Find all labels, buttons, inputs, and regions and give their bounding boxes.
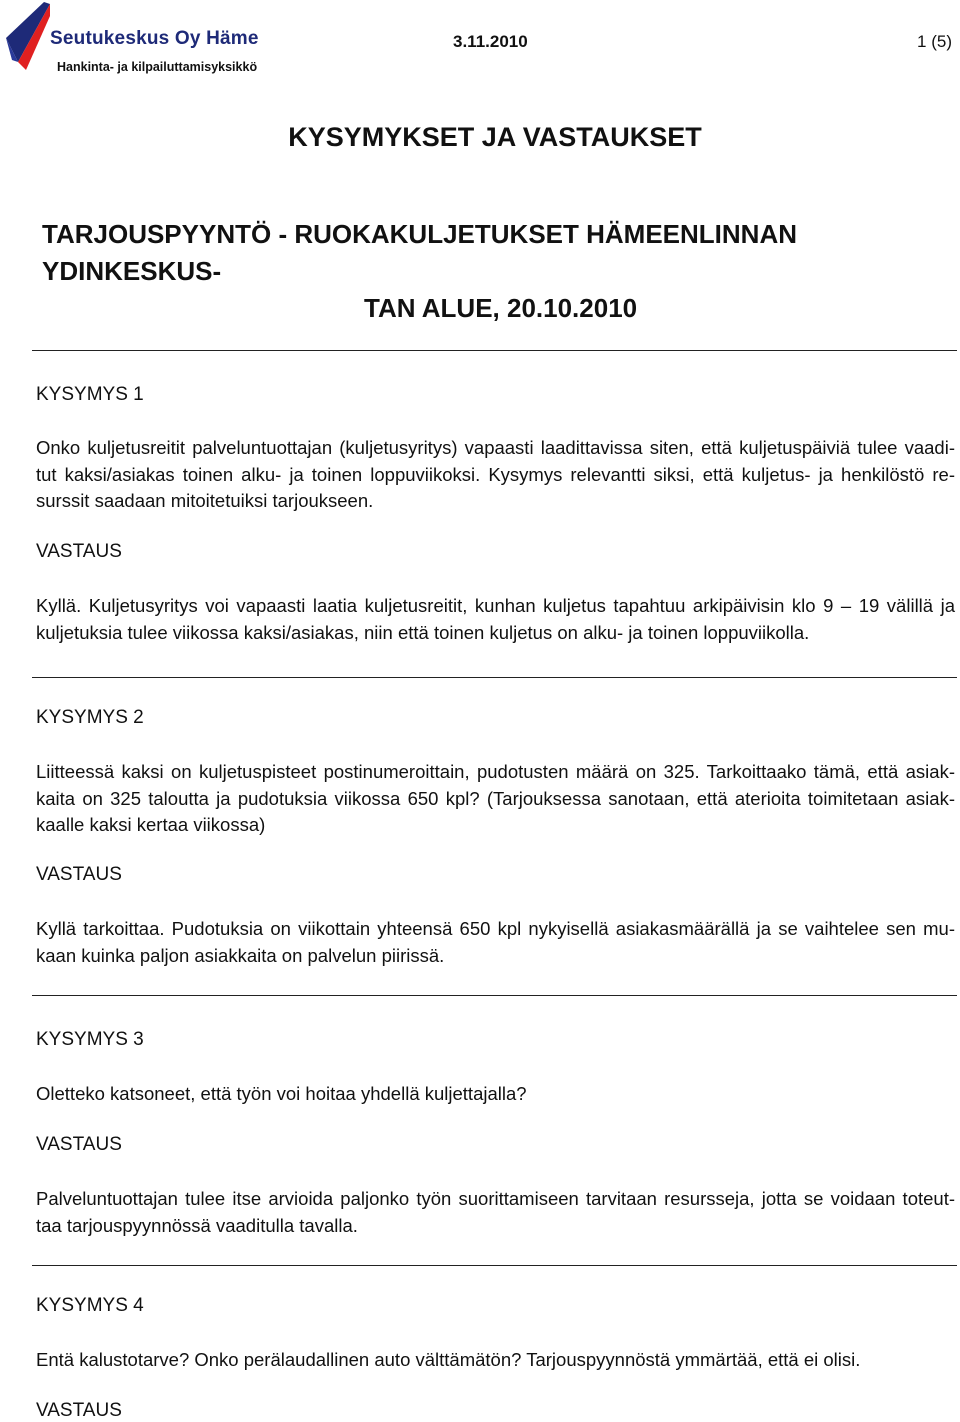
answer-label: VASTAUS <box>36 1134 122 1155</box>
company-logo-icon <box>4 0 52 72</box>
answer-label: VASTAUS <box>36 1400 122 1421</box>
question-text <box>36 759 955 839</box>
question-label: KYSYMYS 2 <box>36 707 144 728</box>
page-header <box>0 0 960 80</box>
document-date: 3.11.2010 <box>453 32 528 51</box>
question-line: Onko kuljetusreitit palveluntuottajan (kuljetusyritys) vapaasti laadittavissa siten, että kuljetuspäiviä tulee vaadi- <box>36 437 955 458</box>
page-number: 1 (5) <box>917 32 952 51</box>
answer-line: taa tarjouspyynnössä vaaditulla tavalla. <box>36 1214 358 1236</box>
answer-line: kaan kuinka paljon asiakkaita on palvelun piirissä. <box>36 944 445 966</box>
section-divider <box>32 1265 957 1266</box>
organization-name: Seutukeskus Oy Häme <box>50 28 259 49</box>
question-label: KYSYMYS 3 <box>36 1029 144 1050</box>
answer-line: Kyllä. Kuljetusyritys voi vapaasti laatia kuljetusreitit, kunhan kuljetus tapahtuu arkipäivisin klo 9 – 19 välillä ja <box>36 595 955 616</box>
question-text <box>36 1347 955 1374</box>
question-text <box>36 1081 955 1108</box>
question-line: kaita on 325 taloutta ja pudotuksia viikossa 650 kpl? (Tarjouksessa sanotaan, että aterioita toimitetaan asiak- <box>36 787 955 809</box>
question-line: surssit saadaan mitoitetuiksi tarjoukseen. <box>36 490 374 511</box>
document-subtitle <box>42 216 942 327</box>
answer-label: VASTAUS <box>36 541 122 562</box>
question-label: KYSYMYS 1 <box>36 384 144 405</box>
question-line: Oletteko katsoneet, että työn voi hoitaa yhdellä kuljettajalla? <box>36 1083 527 1104</box>
question-line: Liitteessä kaksi on kuljetuspisteet postinumeroittain, pudotusten määrä on 325. Tarkoittaako tämä, että asiak- <box>36 761 955 782</box>
answer-line: Palveluntuottajan tulee itse arvioida paljonko työn suorittamiseen tarvitaan resursseja, jotta se voidaan toteut- <box>36 1188 955 1209</box>
question-label: KYSYMYS 4 <box>36 1295 144 1316</box>
subtitle-line-1: TARJOUSPYYNTÖ - RUOKAKULJETUKSET HÄMEENLINNAN YDINKESKUS- <box>42 219 797 286</box>
organization-unit: Hankinta- ja kilpailuttamisyksikkö <box>57 60 258 74</box>
question-line: tut kaksi/asiakas toinen alku- ja toinen loppuviikoksi. Kysymys relevantti siksi, että kuljetus- ja henkilöstö re- <box>36 463 955 485</box>
document-title: KYSYMYKSET JA VASTAUKSET <box>288 122 702 152</box>
section-divider <box>32 677 957 678</box>
answer-text <box>36 916 955 969</box>
answer-line: Kyllä tarkoittaa. Pudotuksia on viikottain yhteensä 650 kpl nykyisellä asiakasmäärällä ja se vaihtelee sen mu- <box>36 918 955 939</box>
question-line: Entä kalustotarve? Onko perälaudallinen auto välttämätön? Tarjouspyynnöstä ymmärtää, että ei olisi. <box>36 1349 861 1370</box>
answer-text <box>36 593 955 646</box>
section-divider <box>32 995 957 996</box>
question-line: kaalle kaksi kertaa viikossa) <box>36 814 266 835</box>
answer-text <box>36 1186 955 1239</box>
answer-label: VASTAUS <box>36 864 122 885</box>
answer-line: kuljetuksia tulee viikossa kaksi/asiakas, niin että toinen kuljetus on alku- ja toinen loppuviikolla. <box>36 621 810 643</box>
subtitle-line-2: TAN ALUE, 20.10.2010 <box>364 293 638 323</box>
section-divider <box>32 350 957 351</box>
question-text <box>36 435 955 515</box>
